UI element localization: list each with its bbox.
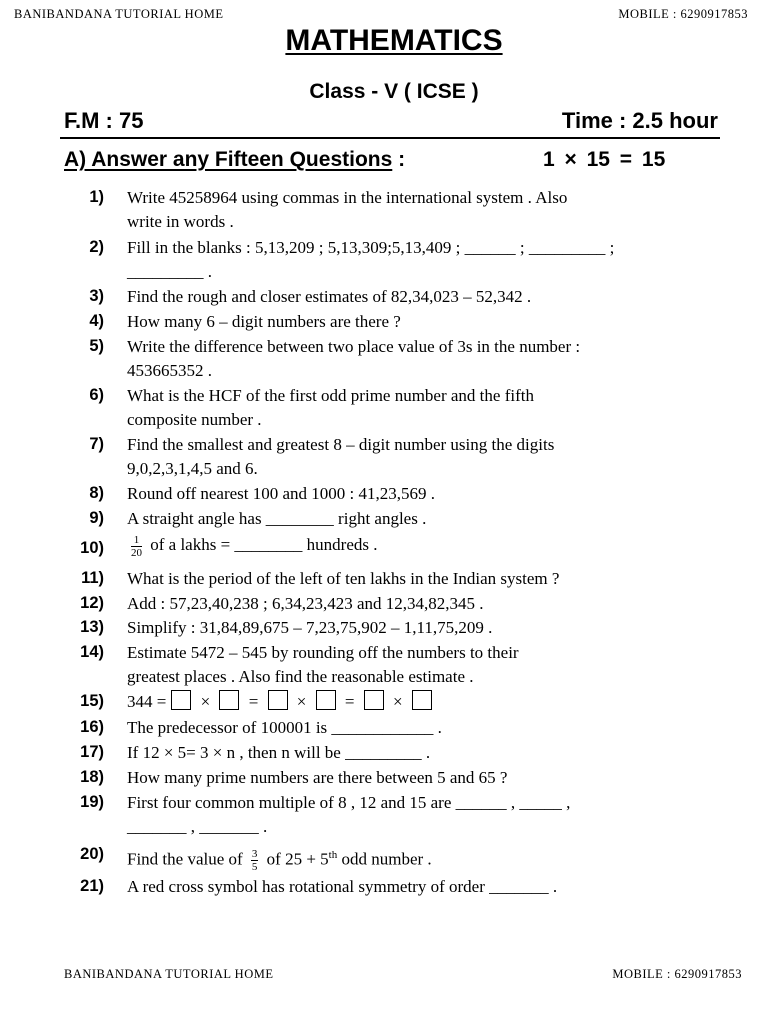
question-line: Simplify : 31,84,89,675 – 7,23,75,902 – 1,11,75,209 . — [127, 618, 493, 637]
question-line: Write the difference between two place value of 3s in the number : — [127, 337, 581, 356]
operator: = — [244, 692, 263, 711]
question-line: Find the rough and closer estimates of 82,34,023 – 52,342 . — [127, 287, 532, 306]
question-number: 6) — [89, 386, 104, 404]
question-text — [127, 690, 727, 714]
question-text — [127, 335, 727, 383]
question-text — [127, 641, 727, 689]
fraction-denominator: 20 — [131, 546, 142, 559]
question-line: Find the value of — [127, 849, 247, 869]
section-colon: : — [392, 148, 406, 171]
time-allowed: Time : 2.5 hour — [561, 108, 718, 133]
question-text — [127, 533, 727, 559]
section-heading — [64, 148, 405, 172]
blank-box — [412, 690, 432, 710]
full-marks: F.M : 75 — [64, 108, 144, 133]
fraction-numerator: 3 — [251, 848, 258, 861]
operator: × — [196, 692, 215, 711]
question-line: _______ , _______ . — [127, 817, 268, 836]
question-text — [127, 433, 727, 481]
blank-box — [364, 690, 384, 710]
question-number: 13) — [80, 618, 104, 636]
footer-mobile: MOBILE : 6290917853 — [612, 967, 742, 981]
blank-box — [268, 690, 288, 710]
question-text — [127, 285, 727, 309]
operator: × — [292, 692, 311, 711]
operator: = — [340, 692, 359, 711]
question-line: Round off nearest 100 and 1000 : 41,23,569 . — [127, 484, 436, 503]
question-number: 19) — [80, 793, 104, 811]
class-line: Class - V ( ICSE ) — [309, 80, 479, 103]
superscript: th — [328, 849, 338, 861]
question-line: of 25 + 5 — [262, 849, 329, 869]
question-line: A straight angle has ________ right angles . — [127, 509, 427, 528]
question-number: 21) — [80, 877, 104, 895]
question-text — [127, 310, 727, 334]
question-line: Fill in the blanks : 5,13,209 ; 5,13,309;5,13,409 ; ______ ; _________ ; — [127, 238, 615, 257]
question-text — [127, 791, 727, 839]
question-number: 7) — [89, 435, 104, 453]
question-line: How many prime numbers are there between 5 and 65 ? — [127, 768, 508, 787]
question-text — [127, 384, 727, 432]
question-line: of a lakhs = ________ hundreds . — [146, 535, 378, 554]
question-text — [127, 716, 727, 740]
question-line: odd number . — [337, 849, 432, 869]
question-number: 15) — [80, 692, 104, 710]
question-line: 9,0,2,3,1,4,5 and 6. — [127, 459, 258, 478]
footer-institute: BANIBANDANA TUTORIAL HOME — [64, 967, 274, 981]
question-number: 8) — [89, 484, 104, 502]
question-line: First four common multiple of 8 , 12 and 15 are ______ , _____ , — [127, 793, 571, 812]
question-line: What is the period of the left of ten lakhs in the Indian system ? — [127, 569, 560, 588]
blank-box — [316, 690, 336, 710]
question-number: 16) — [80, 718, 104, 736]
question-text — [127, 766, 727, 790]
question-line: If 12 × 5= 3 × n , then n will be _________ . — [127, 743, 431, 762]
fraction-numerator: 1 — [131, 534, 142, 547]
question-number: 18) — [80, 768, 104, 786]
fraction — [131, 534, 142, 559]
header-institute: BANIBANDANA TUTORIAL HOME — [14, 7, 224, 21]
question-line: 453665352 . — [127, 361, 212, 380]
header-mobile: MOBILE : 6290917853 — [618, 7, 748, 21]
question-text — [127, 741, 727, 765]
question-line: What is the HCF of the first odd prime number and the fifth — [127, 386, 534, 405]
question-line: How many 6 – digit numbers are there ? — [127, 312, 401, 331]
question-line: greatest places . Also find the reasonable estimate . — [127, 667, 474, 686]
question-text — [127, 616, 727, 640]
fraction-denominator: 5 — [251, 861, 258, 874]
header-rule — [60, 137, 720, 139]
question-number: 3) — [89, 287, 104, 305]
question-number: 4) — [89, 312, 104, 330]
question-text — [127, 186, 727, 234]
question-text — [127, 843, 727, 873]
question-line: composite number . — [127, 410, 262, 429]
question-text — [127, 567, 727, 591]
section-marks: 1 × 15 = 15 — [543, 148, 666, 171]
question-number: 14) — [80, 643, 104, 661]
question-text — [127, 236, 727, 284]
question-number: 5) — [89, 337, 104, 355]
question-number: 1) — [89, 188, 104, 206]
question-line: _________ . — [127, 262, 212, 281]
section-title: A) Answer any Fifteen Questions — [64, 148, 393, 171]
question-number: 2) — [89, 238, 104, 256]
blank-box — [171, 690, 191, 710]
question-text — [127, 482, 727, 506]
page-title: MATHEMATICS — [285, 24, 503, 57]
question-line: Write 45258964 using commas in the international system . Also — [127, 188, 568, 207]
question-text — [127, 875, 727, 899]
question-number: 17) — [80, 743, 104, 761]
question-number: 11) — [81, 569, 104, 587]
question-text — [127, 507, 727, 531]
question-line: A red cross symbol has rotational symmetry of order _______ . — [127, 877, 558, 896]
question-number: 12) — [80, 594, 104, 612]
question-line: write in words . — [127, 212, 234, 231]
question-line: The predecessor of 100001 is ____________ . — [127, 718, 442, 737]
question-line: Add : 57,23,40,238 ; 6,34,23,423 and 12,34,82,345 . — [127, 594, 484, 613]
blank-box — [219, 690, 239, 710]
question-line: 344 = — [127, 692, 167, 711]
question-number: 10) — [80, 539, 104, 557]
question-line: Find the smallest and greatest 8 – digit number using the digits — [127, 435, 555, 454]
question-number: 9) — [89, 509, 104, 527]
fraction — [251, 848, 259, 873]
question-number: 20) — [80, 845, 104, 863]
question-text — [127, 592, 727, 616]
operator: × — [388, 692, 407, 711]
question-line: Estimate 5472 – 545 by rounding off the numbers to their — [127, 643, 519, 662]
